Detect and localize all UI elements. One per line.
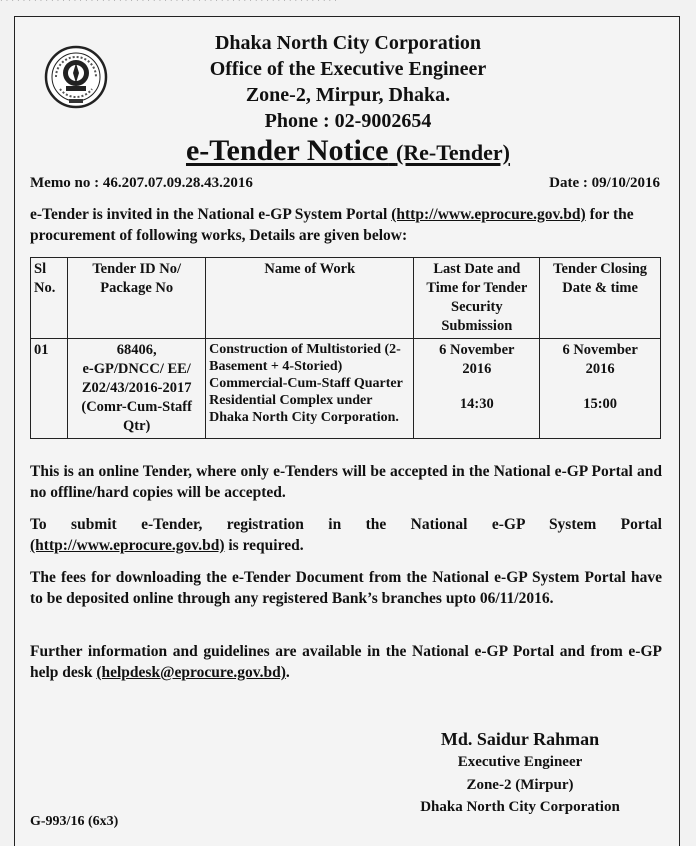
footer-code: G-993/16 (6x3) bbox=[30, 814, 119, 829]
intro-after: for the procurement of following works, Details are given below: bbox=[30, 206, 634, 244]
tender-table bbox=[30, 257, 661, 439]
notice-title-sub: (Re-Tender) bbox=[395, 140, 511, 165]
closing-date-line: 6 November bbox=[562, 342, 638, 358]
tender-id-line: e-GP/DNCC/ EE/ bbox=[82, 361, 191, 377]
cropped-newspaper-strip: · · · · · · · · · · · · · · · · · · · · · · · · · · · · · · · · · · · · · · · · · · · · · · · · · · · · · · · · · · · · bbox=[0, 0, 338, 5]
p4-before: Further information and guidelines are available in the National e-GP Portal and from e-GP help desk bbox=[30, 643, 662, 681]
closing-time: 15:00 bbox=[583, 396, 618, 412]
intro-text bbox=[30, 204, 666, 246]
signatory-org: Dhaka North City Corporation bbox=[420, 799, 620, 815]
p4-after: . bbox=[285, 664, 290, 681]
last-time: 14:30 bbox=[459, 396, 494, 412]
office-address: Zone-2, Mirpur, Dhaka. bbox=[245, 84, 451, 106]
paragraph-registration bbox=[30, 514, 662, 556]
tender-id-line: Z02/43/2016-2017 bbox=[81, 380, 192, 396]
header-tender-id: Tender ID No/ Package No bbox=[68, 258, 206, 339]
row-sl: 01 bbox=[31, 339, 68, 439]
table-row bbox=[31, 339, 661, 439]
row-closing bbox=[540, 339, 661, 439]
org-name: Dhaka North City Corporation bbox=[214, 32, 482, 54]
p2-after: is required. bbox=[228, 537, 304, 554]
p2-before: To submit e-Tender, registration in the National e-GP System Portal bbox=[30, 516, 662, 533]
last-date-line: 6 November bbox=[439, 342, 515, 358]
notice-title-main: e-Tender Notice bbox=[185, 134, 389, 167]
tender-id-line: (Comr-Cum-Staff bbox=[81, 399, 192, 415]
row-work: Construction of Multistoried (2-Basement + 4-Storied) Commercial-Cum-Staff Quarter Residential Complex under Dhaka North City Corporation. bbox=[206, 339, 414, 439]
paragraph-helpdesk bbox=[30, 641, 662, 683]
tender-id-line: 68406, bbox=[116, 342, 157, 358]
header-closing: Tender Closing Date & time bbox=[540, 258, 661, 339]
signatory-designation: Executive Engineer bbox=[457, 754, 583, 770]
header-work: Name of Work bbox=[206, 258, 414, 339]
tender-id-line: Qtr) bbox=[122, 418, 151, 434]
row-last-date bbox=[414, 339, 540, 439]
memo-date: Date : 09/10/2016 bbox=[549, 175, 660, 191]
row-tender-id bbox=[68, 339, 206, 439]
office-name: Office of the Executive Engineer bbox=[209, 58, 487, 80]
memo-number: Memo no : 46.207.07.09.28.43.2016 bbox=[30, 175, 253, 191]
signatory-zone: Zone-2 (Mirpur) bbox=[466, 777, 574, 793]
last-date-line: 2016 bbox=[462, 361, 492, 377]
header-sl: Sl No. bbox=[31, 258, 68, 339]
table-header-row bbox=[31, 258, 661, 339]
helpdesk-email-link[interactable]: (helpdesk@eprocure.gov.bd) bbox=[96, 664, 286, 681]
egp-portal-link[interactable]: (http://www.eprocure.gov.bd) bbox=[391, 206, 586, 223]
egp-registration-link[interactable]: (http://www.eprocure.gov.bd) bbox=[30, 537, 225, 554]
closing-date-line: 2016 bbox=[585, 361, 615, 377]
intro-before: e-Tender is invited in the National e-GP System Portal bbox=[30, 206, 388, 223]
paragraph-online-tender: This is an online Tender, where only e-Tenders will be accepted in the National e-GP Portal and no offline/hard copies will be accepted. bbox=[30, 463, 662, 501]
signatory-name: Md. Saidur Rahman bbox=[440, 729, 600, 749]
paragraph-fees: The fees for downloading the e-Tender Document from the National e-GP System Portal have to be deposited online through any registered Bank’s branches upto 06/11/2016. bbox=[30, 569, 662, 607]
office-phone: Phone : 02-9002654 bbox=[264, 110, 432, 132]
header-last-date: Last Date and Time for Tender Security Submission bbox=[414, 258, 540, 339]
notice-title bbox=[0, 134, 696, 168]
